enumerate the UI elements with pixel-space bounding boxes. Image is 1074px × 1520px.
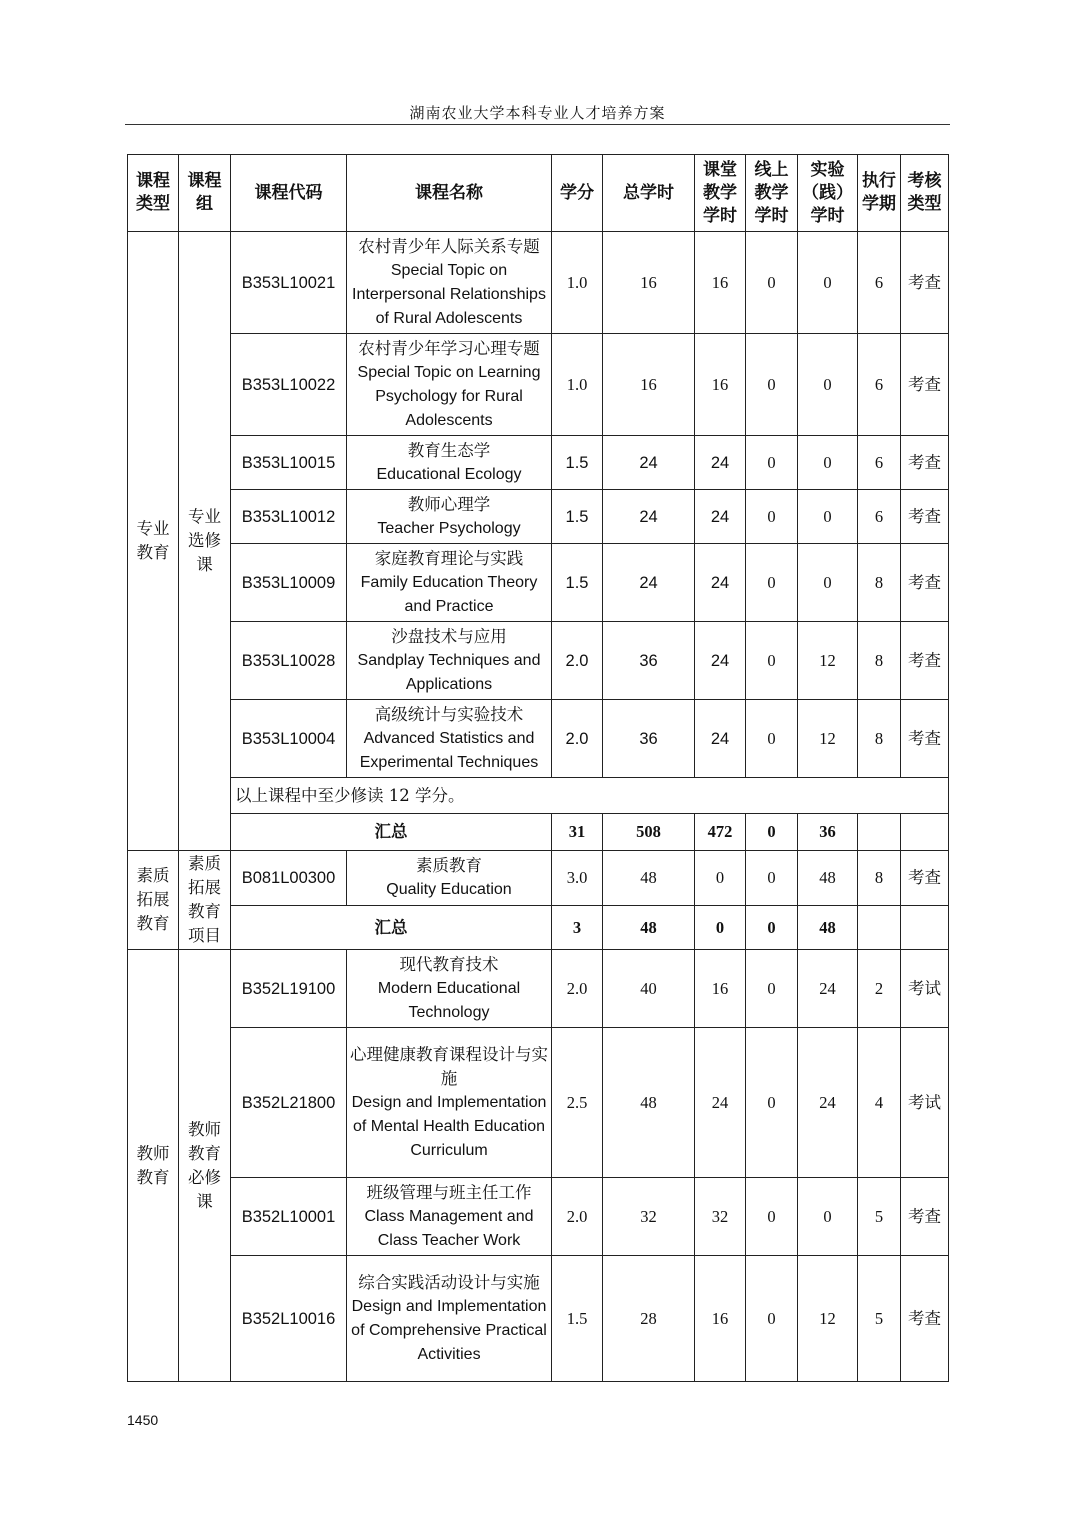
course-type-cell: 素质 拓展 教育 xyxy=(128,851,179,950)
summary-credit: 31 xyxy=(552,814,603,851)
semester-cell: 5 xyxy=(858,1256,901,1382)
course-code: B353L10015 xyxy=(231,436,347,490)
course-name: 素质教育 Quality Education xyxy=(347,851,552,906)
course-name: 农村青少年学习心理专题 Special Topic on Learning Psychology for Rural Adolescents xyxy=(347,334,552,436)
semester-cell: 2 xyxy=(858,950,901,1028)
semester-cell: 5 xyxy=(858,1178,901,1256)
total-hours-cell: 40 xyxy=(603,950,695,1028)
exam-type-cell: 考查 xyxy=(901,1256,949,1382)
credit-cell: 2.0 xyxy=(552,700,603,778)
page-number: 1450 xyxy=(127,1412,159,1428)
total-hours-cell: 28 xyxy=(603,1256,695,1382)
course-code: B352L10016 xyxy=(231,1256,347,1382)
semester-cell: 6 xyxy=(858,436,901,490)
summary-classroom-hours: 472 xyxy=(695,814,746,851)
total-hours-cell: 24 xyxy=(603,544,695,622)
online-hours-cell: 0 xyxy=(746,950,798,1028)
credit-cell: 1.5 xyxy=(552,544,603,622)
course-code: B352L19100 xyxy=(231,950,347,1028)
summary-total-hours: 508 xyxy=(603,814,695,851)
summary-row xyxy=(128,814,949,851)
classroom-hours-cell: 24 xyxy=(695,700,746,778)
lab-hours-cell: 0 xyxy=(798,232,858,334)
classroom-hours-cell: 16 xyxy=(695,334,746,436)
col-header-classroom-hours: 课堂 教学 学时 xyxy=(695,155,746,232)
total-hours-cell: 36 xyxy=(603,700,695,778)
exam-type-cell: 考查 xyxy=(901,544,949,622)
semester-cell: 8 xyxy=(858,622,901,700)
summary-classroom-hours: 0 xyxy=(695,906,746,950)
lab-hours-cell: 0 xyxy=(798,436,858,490)
course-name: 综合实践活动设计与实施 Design and Implementation of Comprehensive Practical Activities xyxy=(347,1256,552,1382)
header-rule xyxy=(125,124,950,125)
course-name: 沙盘技术与应用 Sandplay Techniques and Applications xyxy=(347,622,552,700)
exam-type-cell: 考查 xyxy=(901,436,949,490)
semester-cell: 6 xyxy=(858,490,901,544)
summary-row xyxy=(128,906,949,950)
semester-cell: 8 xyxy=(858,544,901,622)
col-header-credit: 学分 xyxy=(552,155,603,232)
col-header-course-code: 课程代码 xyxy=(231,155,347,232)
table-header-row xyxy=(128,155,949,232)
table-row xyxy=(128,490,949,544)
col-header-lab-hours: 实验 （践） 学时 xyxy=(798,155,858,232)
online-hours-cell: 0 xyxy=(746,490,798,544)
classroom-hours-cell: 16 xyxy=(695,950,746,1028)
semester-cell: 6 xyxy=(858,334,901,436)
classroom-hours-cell: 24 xyxy=(695,436,746,490)
table-row xyxy=(128,1178,949,1256)
online-hours-cell: 0 xyxy=(746,1256,798,1382)
online-hours-cell: 0 xyxy=(746,622,798,700)
table-row xyxy=(128,622,949,700)
table-row xyxy=(128,851,949,906)
table-row xyxy=(128,1028,949,1178)
online-hours-cell: 0 xyxy=(746,1028,798,1178)
course-name: 教育生态学 Educational Ecology xyxy=(347,436,552,490)
credit-cell: 2.5 xyxy=(552,1028,603,1178)
lab-hours-cell: 24 xyxy=(798,1028,858,1178)
semester-cell: 8 xyxy=(858,851,901,906)
online-hours-cell: 0 xyxy=(746,544,798,622)
course-name: 现代教育技术 Modern Educational Technology xyxy=(347,950,552,1028)
exam-type-cell: 考查 xyxy=(901,490,949,544)
summary-lab-hours: 48 xyxy=(798,906,858,950)
lab-hours-cell: 12 xyxy=(798,700,858,778)
classroom-hours-cell: 24 xyxy=(695,622,746,700)
total-hours-cell: 32 xyxy=(603,1178,695,1256)
lab-hours-cell: 48 xyxy=(798,851,858,906)
lab-hours-cell: 12 xyxy=(798,1256,858,1382)
course-table xyxy=(127,154,949,1382)
summary-label: 汇总 xyxy=(231,814,552,851)
course-code: B353L10009 xyxy=(231,544,347,622)
elective-credit-note: 以上课程中至少修读 12 学分。 xyxy=(231,778,949,814)
course-code: B081L00300 xyxy=(231,851,347,906)
table-row xyxy=(128,700,949,778)
col-header-semester: 执行 学期 xyxy=(858,155,901,232)
credit-cell: 1.5 xyxy=(552,1256,603,1382)
semester-cell: 4 xyxy=(858,1028,901,1178)
classroom-hours-cell: 0 xyxy=(695,851,746,906)
col-header-total-hours: 总学时 xyxy=(603,155,695,232)
summary-exam-type xyxy=(901,814,949,851)
course-code: B352L10001 xyxy=(231,1178,347,1256)
course-name: 班级管理与班主任工作 Class Management and Class Teacher Work xyxy=(347,1178,552,1256)
credit-cell: 3.0 xyxy=(552,851,603,906)
col-header-course-type: 课程 类型 xyxy=(128,155,179,232)
exam-type-cell: 考查 xyxy=(901,851,949,906)
table-row xyxy=(128,950,949,1028)
summary-online-hours: 0 xyxy=(746,906,798,950)
course-name: 高级统计与实验技术 Advanced Statistics and Experimental Techniques xyxy=(347,700,552,778)
credit-cell: 1.0 xyxy=(552,334,603,436)
table-row xyxy=(128,544,949,622)
course-group-cell: 素质 拓展 教育 项目 xyxy=(179,851,231,950)
online-hours-cell: 0 xyxy=(746,700,798,778)
exam-type-cell: 考查 xyxy=(901,700,949,778)
page-header-title: 湖南农业大学本科专业人才培养方案 xyxy=(409,104,666,122)
course-type-cell: 专业 教育 xyxy=(128,232,179,851)
classroom-hours-cell: 16 xyxy=(695,1256,746,1382)
summary-semester xyxy=(858,814,901,851)
online-hours-cell: 0 xyxy=(746,334,798,436)
lab-hours-cell: 0 xyxy=(798,334,858,436)
exam-type-cell: 考查 xyxy=(901,334,949,436)
total-hours-cell: 24 xyxy=(603,436,695,490)
course-name: 农村青少年人际关系专题 Special Topic on Interpersonal Relationships of Rural Adolescents xyxy=(347,232,552,334)
summary-label: 汇总 xyxy=(231,906,552,950)
lab-hours-cell: 0 xyxy=(798,490,858,544)
credit-cell: 2.0 xyxy=(552,1178,603,1256)
online-hours-cell: 0 xyxy=(746,1178,798,1256)
course-name: 心理健康教育课程设计与实施 Design and Implementation of Mental Health Education Curriculum xyxy=(347,1028,552,1178)
course-name: 教师心理学 Teacher Psychology xyxy=(347,490,552,544)
lab-hours-cell: 12 xyxy=(798,622,858,700)
classroom-hours-cell: 16 xyxy=(695,232,746,334)
course-type-cell: 教师 教育 xyxy=(128,950,179,1382)
online-hours-cell: 0 xyxy=(746,232,798,334)
summary-online-hours: 0 xyxy=(746,814,798,851)
exam-type-cell: 考试 xyxy=(901,1028,949,1178)
summary-lab-hours: 36 xyxy=(798,814,858,851)
table-row xyxy=(128,334,949,436)
table-row xyxy=(128,436,949,490)
lab-hours-cell: 24 xyxy=(798,950,858,1028)
course-name: 家庭教育理论与实践 Family Education Theory and Practice xyxy=(347,544,552,622)
table-row xyxy=(128,1256,949,1382)
total-hours-cell: 16 xyxy=(603,232,695,334)
exam-type-cell: 考查 xyxy=(901,622,949,700)
semester-cell: 8 xyxy=(858,700,901,778)
summary-credit: 3 xyxy=(552,906,603,950)
col-header-course-name: 课程名称 xyxy=(347,155,552,232)
exam-type-cell: 考查 xyxy=(901,1178,949,1256)
total-hours-cell: 24 xyxy=(603,490,695,544)
classroom-hours-cell: 24 xyxy=(695,490,746,544)
course-code: B353L10022 xyxy=(231,334,347,436)
course-code: B353L10012 xyxy=(231,490,347,544)
course-code: B353L10004 xyxy=(231,700,347,778)
total-hours-cell: 16 xyxy=(603,334,695,436)
summary-total-hours: 48 xyxy=(603,906,695,950)
total-hours-cell: 48 xyxy=(603,1028,695,1178)
total-hours-cell: 36 xyxy=(603,622,695,700)
classroom-hours-cell: 32 xyxy=(695,1178,746,1256)
course-code: B353L10028 xyxy=(231,622,347,700)
online-hours-cell: 0 xyxy=(746,851,798,906)
credit-cell: 1.5 xyxy=(552,490,603,544)
exam-type-cell: 考查 xyxy=(901,232,949,334)
semester-cell: 6 xyxy=(858,232,901,334)
table-row xyxy=(128,232,949,334)
total-hours-cell: 48 xyxy=(603,851,695,906)
online-hours-cell: 0 xyxy=(746,436,798,490)
lab-hours-cell: 0 xyxy=(798,544,858,622)
col-header-course-group: 课程 组 xyxy=(179,155,231,232)
classroom-hours-cell: 24 xyxy=(695,544,746,622)
exam-type-cell: 考试 xyxy=(901,950,949,1028)
course-group-cell: 教师 教育 必修 课 xyxy=(179,950,231,1382)
note-row xyxy=(128,778,949,814)
credit-cell: 1.5 xyxy=(552,436,603,490)
course-code: B353L10021 xyxy=(231,232,347,334)
col-header-online-hours: 线上 教学 学时 xyxy=(746,155,798,232)
course-code: B352L21800 xyxy=(231,1028,347,1178)
summary-exam-type xyxy=(901,906,949,950)
credit-cell: 2.0 xyxy=(552,950,603,1028)
col-header-exam-type: 考核 类型 xyxy=(901,155,949,232)
summary-semester xyxy=(858,906,901,950)
credit-cell: 1.0 xyxy=(552,232,603,334)
course-group-cell: 专业 选修 课 xyxy=(179,232,231,851)
classroom-hours-cell: 24 xyxy=(695,1028,746,1178)
lab-hours-cell: 0 xyxy=(798,1178,858,1256)
credit-cell: 2.0 xyxy=(552,622,603,700)
